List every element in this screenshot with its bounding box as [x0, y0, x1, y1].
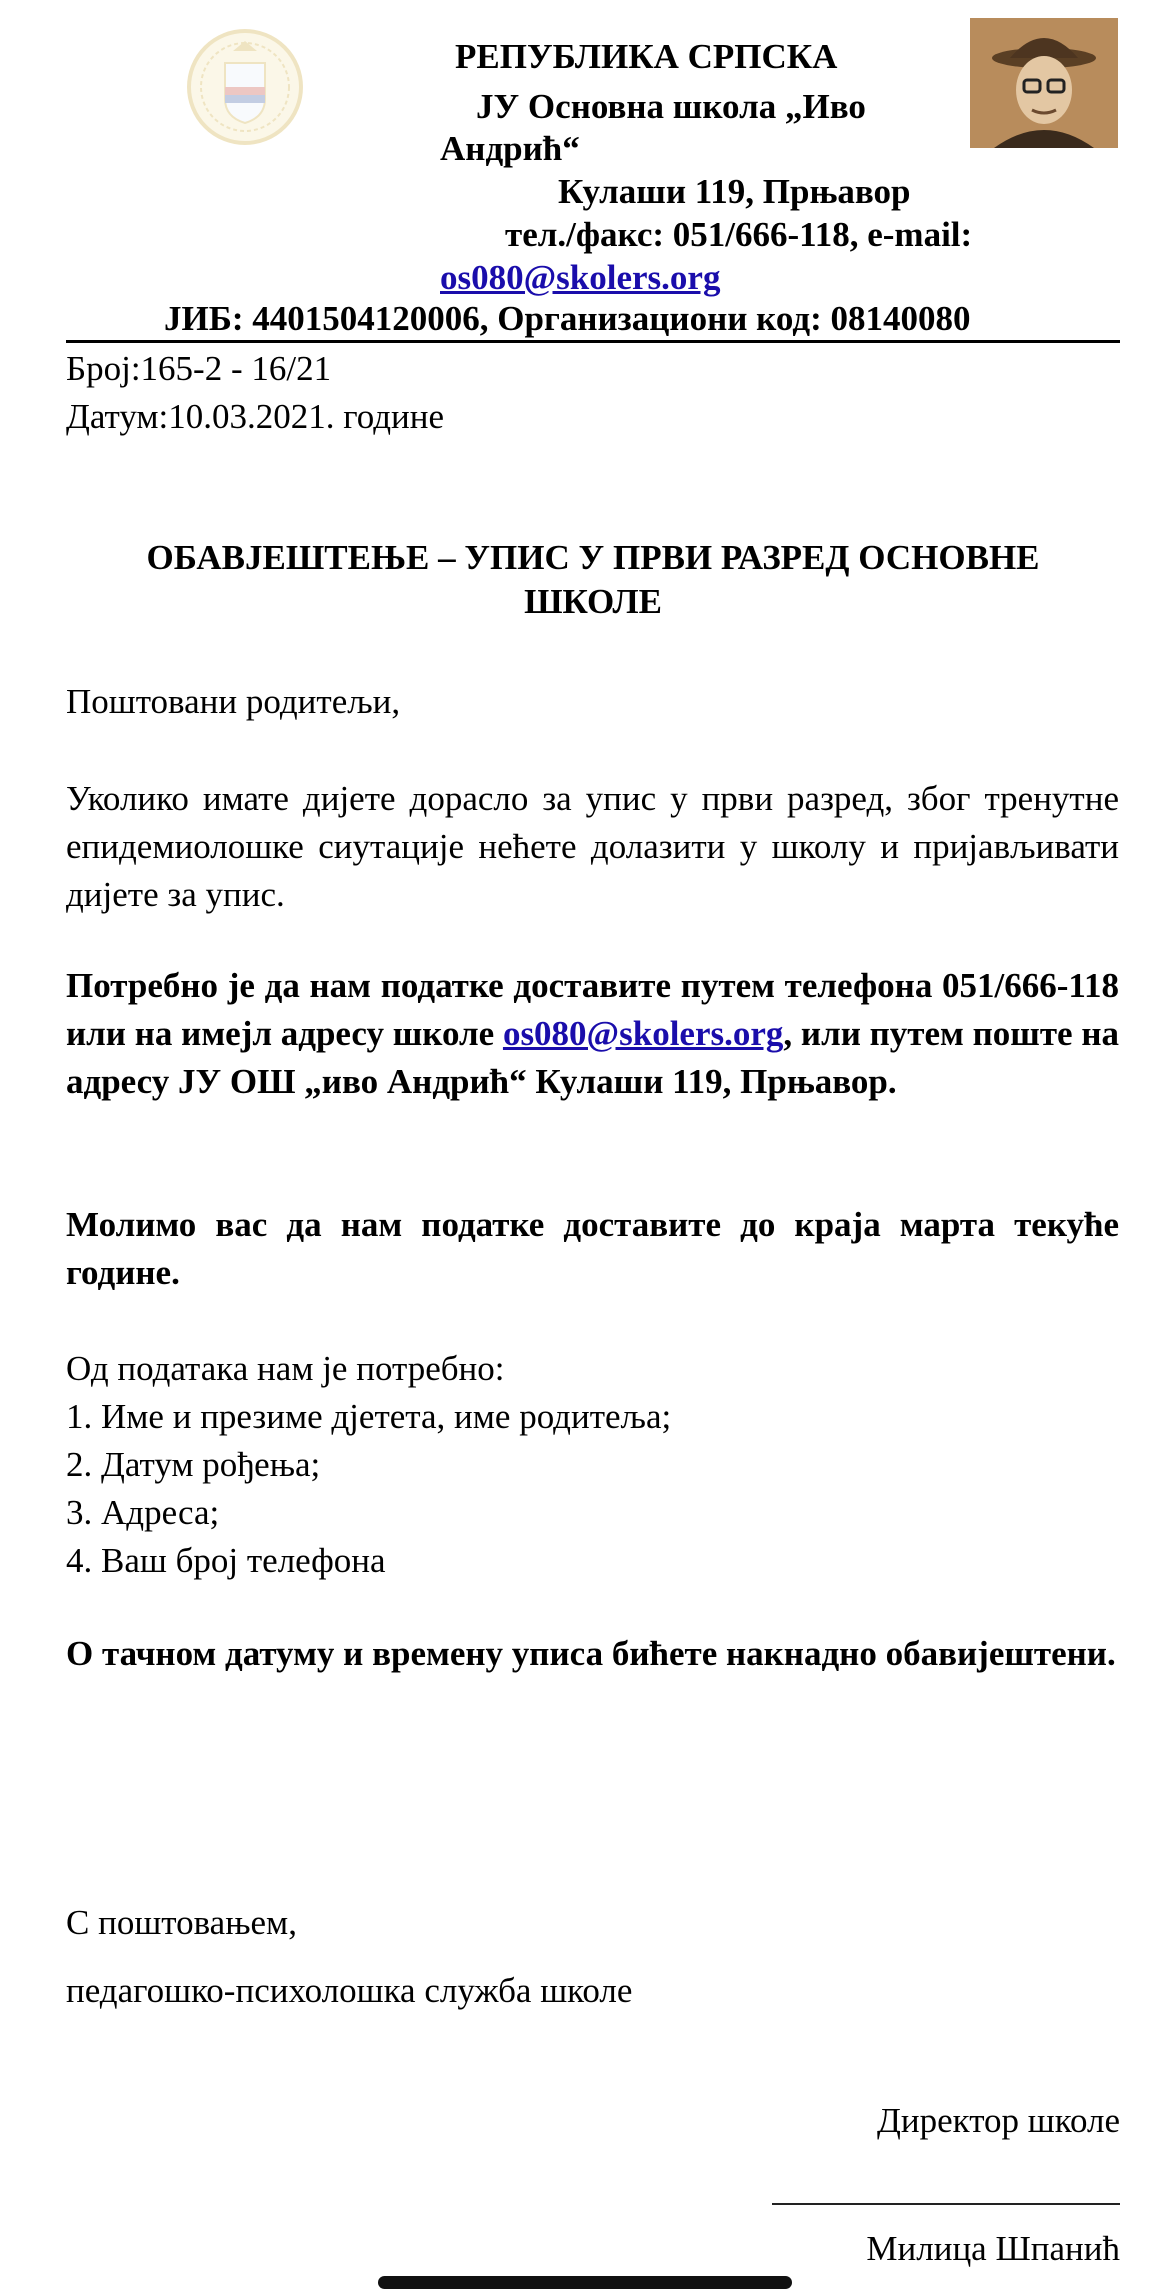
document-date: Датум:10.03.2021. године: [66, 397, 445, 436]
paragraph-contact-instructions: [66, 962, 1119, 1106]
document-title: [66, 536, 1120, 624]
list-item: 3. Адреса;: [66, 1493, 220, 1532]
director-label: Директор школе: [877, 2101, 1120, 2140]
header-school-name: ЈУ Основна школа „Иво: [476, 87, 866, 126]
header-email-link[interactable]: os080@skolers.org: [440, 258, 721, 297]
paragraph-notice: О тачном датуму и времену уписа бићете накнадно обавијештени.: [66, 1634, 1116, 1673]
header-divider: [66, 340, 1120, 343]
ivo-andric-portrait: [970, 18, 1118, 148]
list-item: 1. Име и презиме дјетета, име родитеља;: [66, 1397, 672, 1436]
closing-regards: С поштовањем,: [66, 1903, 297, 1942]
header-address: Кулаши 119, Прњавор: [558, 172, 911, 211]
greeting: Поштовани родитељи,: [66, 682, 401, 721]
contact-text-start: Потребно је да нам податке доставите путем телефона 051/666-118 или на имејл адресу школе: [66, 966, 1119, 1053]
paragraph-intro: Уколико имате дијете дорасло за упис у први разред, због тренутне епидемиолошке сиутације нећете долазити у школу и пријављивати дијете за упис.: [66, 779, 1119, 914]
header-ids: ЈИБ: 4401504120006, Организациони код: 08140080: [164, 299, 971, 338]
paragraph-deadline: Молимо вас да нам податке доставите до краја марта текуће године.: [66, 1205, 1119, 1292]
list-intro: Од података нам је потребно:: [66, 1349, 505, 1388]
republika-srpska-emblem: [170, 25, 320, 155]
closing-service: педагошко-психолошка служба школе: [66, 1971, 633, 2010]
director-name: Милица Шпанић: [866, 2229, 1120, 2268]
list-item: 4. Ваш број телефона: [66, 1541, 386, 1580]
list-item: 2. Датум рођења;: [66, 1445, 321, 1484]
title-line-1: ОБАВЈЕШТЕЊЕ – УПИС У ПРВИ РАЗРЕД ОСНОВНЕ: [146, 538, 1040, 577]
home-indicator[interactable]: [378, 2276, 792, 2289]
contact-text-end: , или путем поште на адресу ЈУ ОШ „иво Андрић“ Кулаши 119, Прњавор.: [66, 1014, 1120, 1101]
header-country: РЕПУБЛИКА СРПСКА: [455, 37, 838, 76]
school-email-link[interactable]: os080@skolers.org: [502, 1014, 784, 1053]
header-contact: тел./факс: 051/666-118, e-mail:: [505, 215, 973, 254]
title-line-2: ШКОЛЕ: [524, 582, 662, 621]
signature-line: [772, 2203, 1120, 2205]
document-number: Број:165-2 - 16/21: [66, 349, 332, 388]
header-school-name-cont: Андрић“: [440, 129, 580, 168]
